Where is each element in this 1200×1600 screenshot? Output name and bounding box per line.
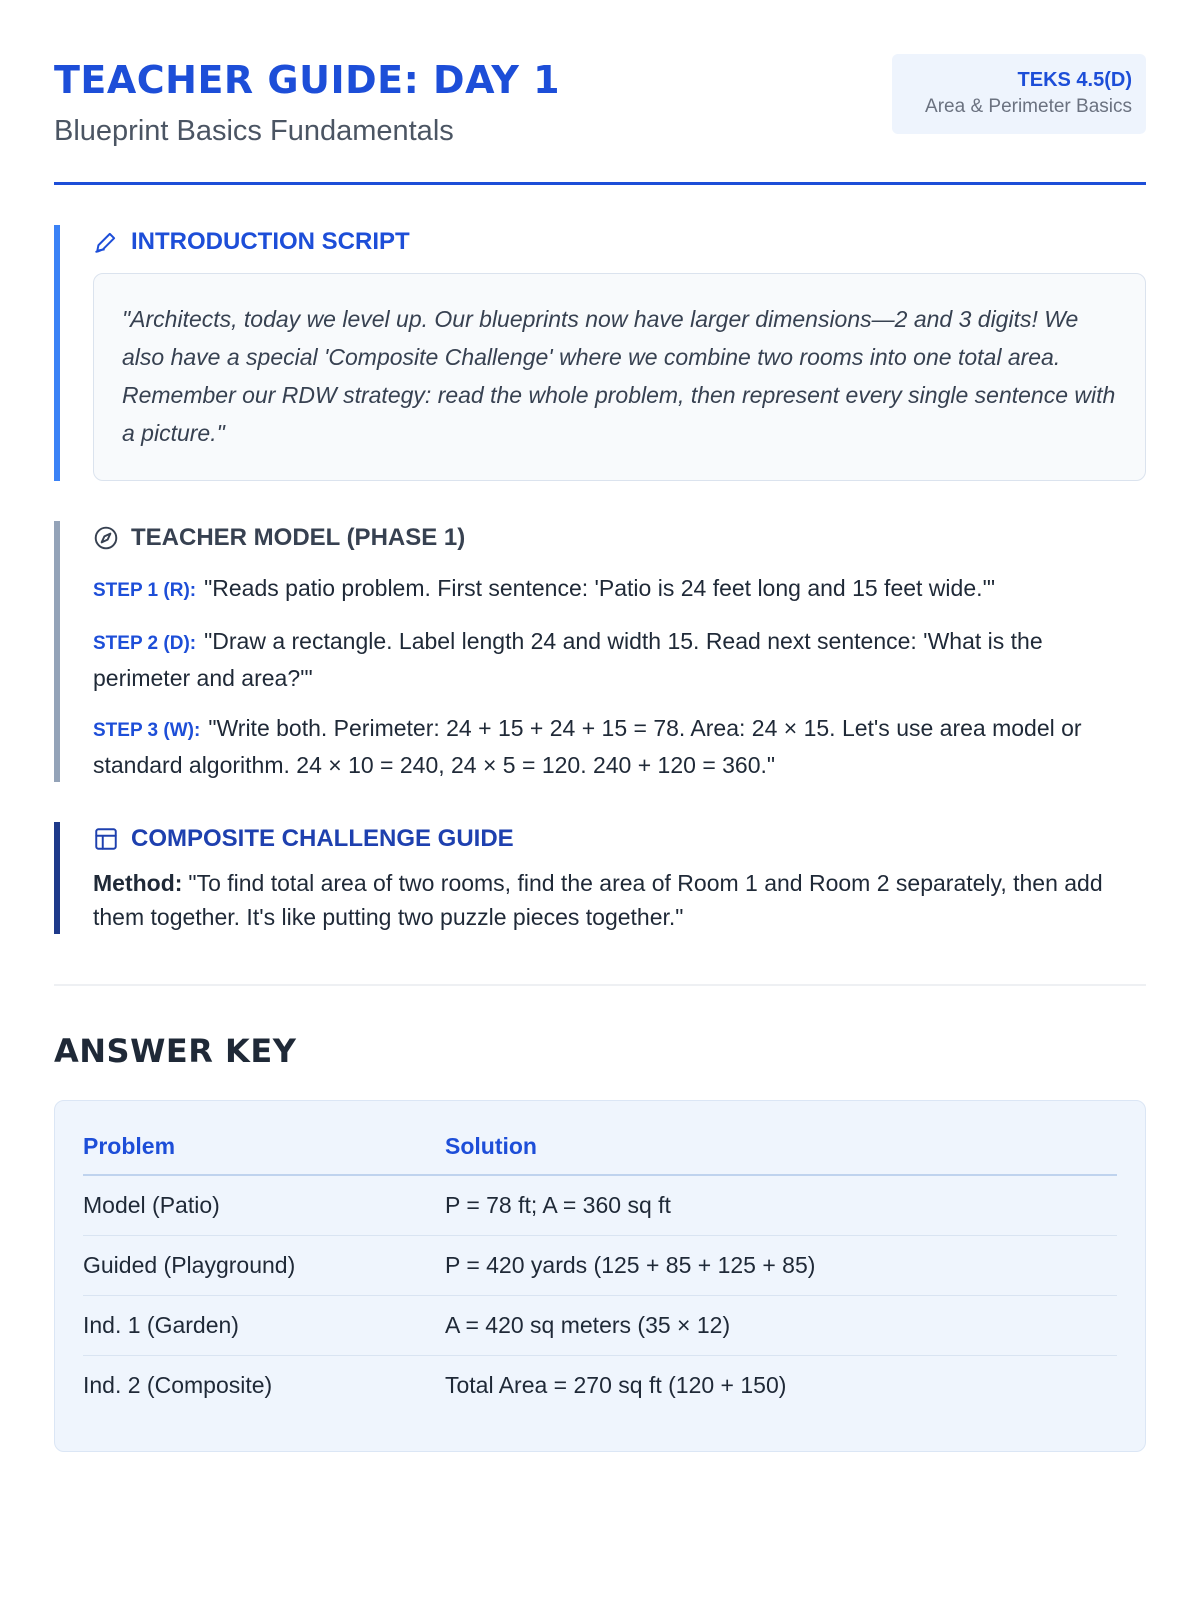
step-label: STEP 1 (R):	[93, 580, 197, 601]
solution-cell: A = 420 sq meters (35 × 12)	[445, 1296, 1117, 1356]
answer-key-table-box	[54, 1100, 1146, 1452]
column-header-problem: Problem	[83, 1119, 445, 1175]
solution-cell: P = 78 ft; A = 360 sq ft	[445, 1175, 1117, 1236]
solution-cell: Total Area = 270 sq ft (120 + 150)	[445, 1372, 787, 1398]
introduction-heading-text: INTRODUCTION SCRIPT	[131, 228, 410, 255]
method-label: Method:	[93, 870, 183, 896]
teacher-model-section	[54, 521, 1146, 782]
teacher-model-heading-text: TEACHER MODEL (PHASE 1)	[131, 524, 466, 551]
page-title: TEACHER GUIDE: DAY 1	[54, 58, 561, 102]
step-text: "Draw a rectangle. Label length 24 and width 15. Read next sentence: 'What is the perimeter and area?'"	[93, 628, 1043, 691]
composite-method	[93, 866, 1146, 934]
solution-cell: P = 420 yards (125 + 85 + 125 + 85)	[445, 1236, 1117, 1296]
table-row	[83, 1236, 1117, 1296]
problem-cell: Ind. 1 (Garden)	[83, 1296, 445, 1356]
problem-cell: Guided (Playground)	[83, 1236, 445, 1296]
composite-heading	[93, 822, 1146, 856]
introduction-script: "Architects, today we level up. Our blueprints now have larger dimensions—2 and 3 digits! We also have a special 'Composite Challenge' where we combine two rooms into one total area. Remember our RDW strategy: read the whole problem, then represent every single sentence with a picture."	[93, 273, 1146, 481]
table-header-row	[83, 1119, 1117, 1175]
step-label: STEP 3 (W):	[93, 720, 201, 741]
pen-icon	[93, 229, 119, 255]
problem-cell: Ind. 2 (Composite)	[83, 1372, 273, 1398]
teks-code: TEKS 4.5(D)	[1017, 69, 1132, 91]
teks-badge	[892, 54, 1146, 134]
table-row	[83, 1356, 1117, 1416]
answer-key-title: ANSWER KEY	[54, 1032, 297, 1070]
composite-section	[54, 822, 1146, 934]
answer-key-table	[83, 1119, 1117, 1415]
layout-icon	[93, 826, 119, 852]
step-text: "Write both. Perimeter: 24 + 15 + 24 + 15 = 78. Area: 24 × 15. Let's use area model or standard algorithm. 24 × 10 = 240, 24 × 5 = 120. 240 + 120 = 360."	[93, 715, 1082, 778]
step-text: "Reads patio problem. First sentence: 'Patio is 24 feet long and 15 feet wide.'"	[204, 575, 996, 601]
introduction-section	[54, 225, 1146, 481]
page-header	[54, 56, 1146, 185]
table-row	[83, 1175, 1117, 1236]
compass-icon	[93, 525, 119, 551]
teacher-model-heading	[93, 521, 1146, 555]
step-label: STEP 2 (D):	[93, 633, 197, 654]
model-step-3	[93, 711, 1146, 782]
table-row	[83, 1296, 1117, 1356]
introduction-heading	[93, 225, 1146, 259]
teks-topic: Area & Perimeter Basics	[925, 96, 1132, 117]
column-header-solution: Solution	[445, 1119, 1117, 1175]
composite-heading-text: COMPOSITE CHALLENGE GUIDE	[131, 825, 514, 852]
model-step-2	[93, 624, 1146, 695]
page-subtitle: Blueprint Basics Fundamentals	[54, 115, 454, 147]
problem-cell: Model (Patio)	[83, 1175, 445, 1236]
model-step-1	[93, 571, 1146, 608]
section-divider	[54, 984, 1146, 986]
method-text: "To find total area of two rooms, find the area of Room 1 and Room 2 separately, then add them together. It's like putting two puzzle pieces together."	[93, 870, 1103, 930]
